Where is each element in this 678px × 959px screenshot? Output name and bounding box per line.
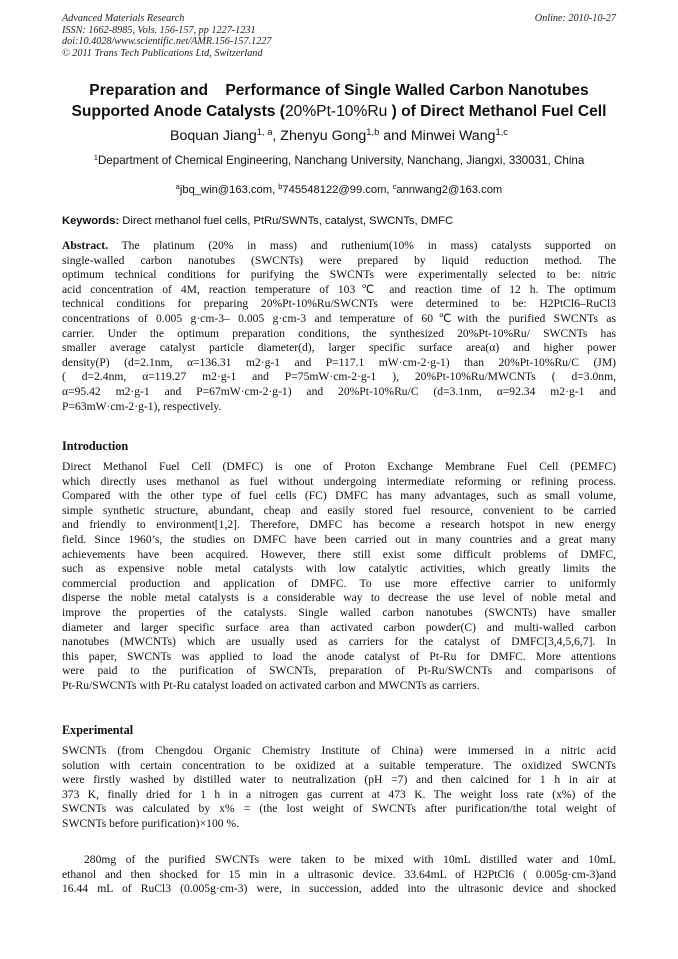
intro-line: field. Since 1960’s, the studies on DMFC have been carried out in many countries and a great many bbox=[62, 532, 616, 546]
intro-line: improve the properties of the catalysts. Single walled carbon nanotubes (SWCNTs) have smaller bbox=[62, 605, 616, 619]
keywords-text: Direct methanol fuel cells, PtRu/SWNTs, catalyst, SWCNTs, DMFC bbox=[119, 215, 454, 227]
abstract-section bbox=[62, 239, 616, 414]
title-line-1 bbox=[50, 80, 628, 101]
email-sup: c bbox=[392, 181, 397, 191]
intro-line: nanotubes (MWCNTs) which are usually used as carriers for the catalyst of DMFC[3,4,5,6,7]. In bbox=[62, 635, 616, 649]
experimental-paragraph-1 bbox=[62, 744, 616, 832]
keywords bbox=[62, 214, 616, 228]
email-link[interactable]: 745548122@99.com, bbox=[282, 184, 393, 196]
intro-line: Pt-Ru/SWCNTs with Pt-Ru catalyst loaded on activated carbon and MWCNTs as carriers. bbox=[62, 678, 480, 692]
journal-name: Advanced Materials Research bbox=[62, 13, 185, 24]
exp-line: 373 K, finally dried for 1 h in a nitrogen gas current at 473 K. The weight loss rate (x%) of the bbox=[62, 787, 616, 801]
introduction-section bbox=[62, 460, 616, 694]
intro-line: and friendly to environment[1,2]. Therefore, DMFC has become a research hotspot in new energy bbox=[62, 518, 616, 532]
intro-line: were paid to the purification of SWCNTs, preparation of Pt-Ru/SWCNTs and comparisons of bbox=[62, 664, 616, 678]
affiliation-text: Department of Chemical Engineering, Nanchang University, Nanchang, Jiangxi, 330031, China bbox=[97, 154, 585, 167]
exp-line: ethanol and then shocked for 15 min in a ultrasonic device. 33.64mL of H2PtCl6 ( 0.005g·cm-3)and bbox=[62, 867, 616, 881]
experimental-heading: Experimental bbox=[62, 723, 134, 737]
abstract-line: concentrations of 0.005 g·cm-3– 0.005 g·cm-3 and temperature of 60℃with the purified SWCNTs as bbox=[62, 311, 616, 325]
intro-line: achievements have been acquired. However, there still exist some difficult problems of DMFC, bbox=[62, 547, 616, 561]
doi-line[interactable]: doi:10.4028/www.scientific.net/AMR.156-157.1227 bbox=[62, 36, 272, 48]
author-list bbox=[40, 127, 638, 145]
issn-line: ISSN: 1662-8985, Vols. 156-157, pp 1227-1231 bbox=[62, 24, 256, 36]
affiliation bbox=[40, 154, 638, 168]
email-list bbox=[40, 183, 638, 197]
abstract-line: carrier. Under the optimum preparation conditions, the synthesized 20%Pt-10%Ru/ SWCNTs has bbox=[62, 326, 616, 340]
email-sup: a bbox=[175, 181, 180, 191]
abstract-line bbox=[62, 239, 616, 254]
title-part: ) of Direct Methanol Fuel Cell bbox=[387, 103, 607, 120]
intro-line: Compared with the other type of fuel cells (FC) DMFC has many advantages, such as small volume, bbox=[62, 489, 616, 503]
intro-line: commercial production and application of DMFC. To use more effective carrier to uniformly bbox=[62, 576, 616, 590]
abstract-line: density(P) (d=2.1nm, α=136.31 m2·g-1 and P=117.1 mW·cm-2·g-1) than 20%Pt-10%Ru/C (JM) bbox=[62, 355, 616, 369]
title-line-2 bbox=[50, 101, 628, 122]
exp-line: 280mg of the purified SWCNTs were taken to be mixed with 10mL distilled water and 10mL bbox=[84, 853, 616, 866]
title-formula: 20%Pt-10%Ru bbox=[284, 103, 388, 120]
abstract-line: α=95.42 m2·g-1 and P=67mW·cm-2·g-1) and 20%Pt-10%Ru/C (d=3.1nm, α=92.34 m2·g-1 and bbox=[62, 384, 616, 398]
keywords-label: Keywords: bbox=[62, 215, 120, 227]
abstract-line: optimum technical conditions for purifying the SWCNTs were experimentally selected to be: nitric bbox=[62, 268, 616, 282]
abstract-line: smaller average catalyst particle diameter(d), larger specific surface area(α) and higher power bbox=[62, 341, 616, 355]
exp-line: 16.44 mL of RuCl3 (0.005g·cm-3) were, in succession, added into the ultrasonic device and shocked bbox=[62, 882, 616, 896]
intro-line: simple synthetic structure, abundant, cheap and easily stored fuel resource, convenient to be carried bbox=[62, 503, 616, 517]
title-part: Preparation and bbox=[89, 82, 209, 99]
intro-line: such as expensive noble metal catalysts with low catalytic activities, which greatly limits the bbox=[62, 562, 616, 576]
journal-header bbox=[62, 13, 616, 59]
intro-line: Direct Methanol Fuel Cell (DMFC) is one of Proton Exchange Membrane Fuel Cell (PEMFC) bbox=[62, 460, 616, 473]
abstract-line: ( d=2.4nm, α=119.27 m2·g-1 and P=75mW·cm-2·g-1 ), 20%Pt-10%Ru/MWCNTs ( d=3.0nm, bbox=[62, 370, 616, 384]
intro-line: which directly uses methanol as fuel without undergoing intermediate reforming or refining process. bbox=[62, 474, 616, 488]
exp-line: SWCNTs was calculated by x% = (the lost weight of SWCNTs after purification/the total weight of bbox=[62, 802, 616, 816]
experimental-paragraph-2 bbox=[62, 853, 616, 897]
abstract-line: single-walled carbon nanotubes (SWCNTs) were prepared by liquid reduction method. The bbox=[62, 253, 616, 267]
copyright-line: © 2011 Trans Tech Publications Ltd, Switzerland bbox=[62, 47, 263, 59]
exp-line: SWCNTs (from Chengdou Organic Chemistry Institute of China) were immersed in a nitric acid bbox=[62, 744, 616, 757]
abstract-text: The platinum (20% in mass) and ruthenium(10% in mass) catalysts supported on bbox=[108, 239, 616, 252]
author-sup: 1, a bbox=[256, 126, 273, 137]
online-date: Online: 2010-10-27 bbox=[534, 13, 616, 24]
abstract-line: P=63mW·cm-2·g-1), respectively. bbox=[62, 399, 222, 413]
exp-line: were firstly washed by distilled water to neutralization (pH =7) and then calcined for 1 h in air at bbox=[62, 773, 616, 787]
abstract-label: Abstract. bbox=[62, 239, 109, 252]
author-name: Boquan Jiang bbox=[170, 128, 257, 144]
email-link[interactable]: annwang2@163.com bbox=[396, 184, 503, 196]
exp-line: solution with certain concentration to be oxidized at a suitable temperature. The oxidized SWCNTs bbox=[62, 758, 616, 772]
email-sup: b bbox=[278, 181, 283, 191]
paper-title bbox=[50, 80, 628, 122]
author-name: , Zhenyu Gong bbox=[272, 128, 367, 144]
intro-line: disperse the noble metal catalysts is a considerable way to decrease the use level of noble metal and bbox=[62, 591, 616, 605]
affiliation-sup: 1 bbox=[93, 152, 98, 162]
abstract-line: technical conditions for preparing 20%Pt-10%Ru/SWCNTs were determined to be: H2PtCl6–RuCl3 bbox=[62, 297, 616, 311]
introduction-heading: Introduction bbox=[62, 439, 129, 453]
author-sup: 1,b bbox=[366, 126, 380, 137]
intro-line: diameter and larger specific surface area than activated carbon powder(C) and multi-walled carbon bbox=[62, 620, 616, 634]
title-part: Supported Anode Catalysts ( bbox=[71, 103, 285, 120]
author-sup: 1,c bbox=[495, 126, 508, 137]
title-part: Performance of Single Walled Carbon Nanotubes bbox=[225, 82, 589, 99]
email-link[interactable]: jbq_win@163.com, bbox=[179, 184, 279, 196]
author-name: and Minwei Wang bbox=[379, 128, 496, 144]
intro-line: this paper, SWCNTs was applied to load the anode catalyst of Pt-Ru for DMFC. More attentions bbox=[62, 649, 616, 663]
abstract-line: acid concentration of 4M, reaction temperature of 103℃ and reaction time of 12 h. The optimum bbox=[62, 282, 616, 296]
exp-line: SWCNTs before purification)×100 %. bbox=[62, 816, 240, 830]
